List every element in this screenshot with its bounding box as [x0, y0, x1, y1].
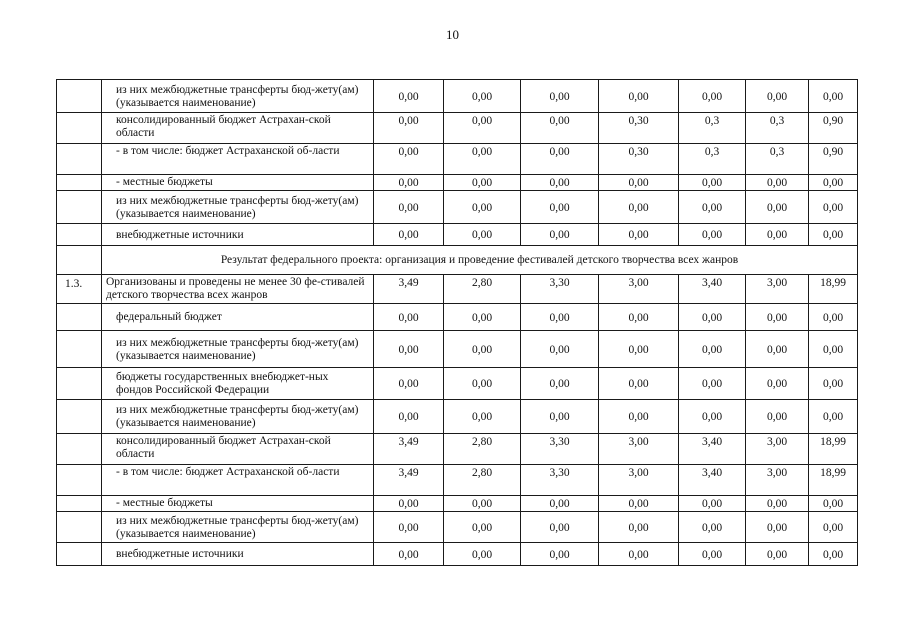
row-number [57, 400, 102, 434]
value-cell: 3,40 [679, 465, 746, 496]
value-cell: 0,30 [599, 113, 679, 144]
value-cell: 0,00 [444, 331, 521, 368]
value-cell: 3,00 [746, 275, 809, 304]
value-cell: 0,00 [521, 512, 599, 543]
row-label: - местные бюджеты [102, 175, 374, 191]
section-header-row [57, 246, 858, 275]
value-cell: 3,49 [374, 465, 444, 496]
table-row [57, 304, 858, 331]
value-cell: 0,00 [746, 175, 809, 191]
value-cell: 18,99 [809, 434, 858, 465]
value-cell: 2,80 [444, 465, 521, 496]
table-row [57, 496, 858, 512]
value-cell: 0,00 [746, 304, 809, 331]
row-label: бюджеты государственных внебюджет-ных фондов Российской Федерации [102, 368, 374, 400]
row-number [57, 434, 102, 465]
value-cell: 0,00 [444, 368, 521, 400]
row-label: - в том числе: бюджет Астраханской об-ласти [102, 144, 374, 175]
row-label: из них межбюджетные трансферты бюд-жету(ам) (указывается наименование) [102, 331, 374, 368]
value-cell: 0,00 [444, 191, 521, 224]
value-cell: 0,00 [599, 400, 679, 434]
value-cell: 0,00 [444, 175, 521, 191]
value-cell: 3,49 [374, 275, 444, 304]
value-cell: 0,00 [809, 331, 858, 368]
value-cell: 0,00 [746, 191, 809, 224]
row-number [57, 80, 102, 113]
value-cell: 0,00 [599, 175, 679, 191]
value-cell: 0,00 [521, 113, 599, 144]
value-cell: 0,00 [521, 224, 599, 246]
value-cell: 0,00 [374, 304, 444, 331]
value-cell: 3,00 [746, 434, 809, 465]
row-number [57, 496, 102, 512]
table-row [57, 175, 858, 191]
row-label: внебюджетные источники [102, 543, 374, 566]
value-cell: 0,00 [746, 400, 809, 434]
row-number [57, 465, 102, 496]
value-cell: 0,00 [599, 304, 679, 331]
row-number [57, 175, 102, 191]
table-row [57, 368, 858, 400]
table-row [57, 275, 858, 304]
table-row [57, 144, 858, 175]
value-cell: 0,00 [599, 80, 679, 113]
table-row [57, 543, 858, 566]
value-cell: 0,00 [444, 224, 521, 246]
value-cell: 0,00 [374, 496, 444, 512]
value-cell: 0,3 [746, 144, 809, 175]
value-cell: 0,00 [679, 331, 746, 368]
value-cell: 0,00 [374, 144, 444, 175]
value-cell: 0,00 [444, 113, 521, 144]
value-cell: 0,00 [374, 224, 444, 246]
value-cell: 0,00 [374, 512, 444, 543]
value-cell: 0,00 [746, 80, 809, 113]
value-cell: 3,30 [521, 275, 599, 304]
table-row [57, 191, 858, 224]
value-cell: 18,99 [809, 465, 858, 496]
row-number [57, 543, 102, 566]
value-cell: 0,00 [444, 543, 521, 566]
value-cell: 0,00 [746, 331, 809, 368]
value-cell: 18,99 [809, 275, 858, 304]
row-number [57, 368, 102, 400]
value-cell: 0,00 [746, 368, 809, 400]
row-label: из них межбюджетные трансферты бюд-жету(ам) (указывается наименование) [102, 80, 374, 113]
row-number [57, 191, 102, 224]
value-cell: 0,00 [444, 512, 521, 543]
value-cell: 0,00 [679, 175, 746, 191]
value-cell: 0,00 [444, 496, 521, 512]
value-cell: 0,00 [746, 543, 809, 566]
table-row [57, 465, 858, 496]
table-row [57, 512, 858, 543]
value-cell: 0,30 [599, 144, 679, 175]
value-cell: 3,40 [679, 434, 746, 465]
value-cell: 0,00 [679, 400, 746, 434]
value-cell: 0,00 [809, 543, 858, 566]
value-cell: 0,00 [521, 543, 599, 566]
row-label: федеральный бюджет [102, 304, 374, 331]
row-label: внебюджетные источники [102, 224, 374, 246]
value-cell: 3,49 [374, 434, 444, 465]
value-cell: 0,00 [599, 368, 679, 400]
value-cell: 3,00 [599, 465, 679, 496]
value-cell: 0,00 [809, 224, 858, 246]
value-cell: 3,40 [679, 275, 746, 304]
row-number [57, 331, 102, 368]
value-cell: 0,00 [521, 80, 599, 113]
value-cell: 0,00 [746, 496, 809, 512]
value-cell: 0,00 [374, 331, 444, 368]
value-cell: 3,00 [599, 275, 679, 304]
value-cell: 0,00 [809, 400, 858, 434]
value-cell: 0,3 [746, 113, 809, 144]
value-cell: 0,3 [679, 144, 746, 175]
value-cell: 0,00 [599, 512, 679, 543]
value-cell: 0,00 [521, 304, 599, 331]
section-title: Результат федерального проекта: организация и проведение фестивалей детского творчества всех жанров [102, 246, 858, 275]
value-cell: 3,30 [521, 434, 599, 465]
value-cell: 0,00 [679, 224, 746, 246]
value-cell: 0,00 [374, 191, 444, 224]
value-cell: 0,00 [599, 496, 679, 512]
value-cell: 0,00 [521, 144, 599, 175]
value-cell: 3,00 [746, 465, 809, 496]
table-row [57, 224, 858, 246]
row-label: из них межбюджетные трансферты бюд-жету(ам) (указывается наименование) [102, 512, 374, 543]
value-cell: 0,00 [679, 191, 746, 224]
value-cell: 0,00 [444, 80, 521, 113]
value-cell: 2,80 [444, 434, 521, 465]
value-cell: 0,00 [599, 543, 679, 566]
row-number [57, 113, 102, 144]
value-cell: 0,00 [679, 496, 746, 512]
row-label: - местные бюджеты [102, 496, 374, 512]
value-cell: 0,00 [679, 543, 746, 566]
value-cell: 0,00 [599, 224, 679, 246]
value-cell: 0,00 [809, 496, 858, 512]
row-number [57, 144, 102, 175]
table-row [57, 434, 858, 465]
value-cell: 0,00 [444, 400, 521, 434]
value-cell: 0,00 [374, 543, 444, 566]
row-number: 1.3. [57, 275, 102, 304]
table-body [57, 80, 858, 566]
value-cell: 0,00 [521, 496, 599, 512]
value-cell: 3,00 [599, 434, 679, 465]
value-cell: 0,00 [599, 191, 679, 224]
value-cell: 0,00 [679, 368, 746, 400]
value-cell: 0,00 [599, 331, 679, 368]
row-label: из них межбюджетные трансферты бюд-жету(ам) (указывается наименование) [102, 400, 374, 434]
value-cell: 0,00 [746, 224, 809, 246]
value-cell: 0,00 [374, 368, 444, 400]
value-cell: 0,00 [521, 400, 599, 434]
row-number [57, 304, 102, 331]
value-cell: 0,00 [444, 304, 521, 331]
row-number [57, 512, 102, 543]
value-cell: 0,00 [521, 331, 599, 368]
value-cell: 0,00 [809, 80, 858, 113]
value-cell: 0,00 [374, 80, 444, 113]
table-row [57, 113, 858, 144]
value-cell: 0,00 [809, 175, 858, 191]
value-cell: 0,00 [809, 304, 858, 331]
value-cell: 0,00 [521, 175, 599, 191]
row-label: из них межбюджетные трансферты бюд-жету(ам) (указывается наименование) [102, 191, 374, 224]
value-cell: 0,90 [809, 113, 858, 144]
value-cell: 3,30 [521, 465, 599, 496]
value-cell: 2,80 [444, 275, 521, 304]
value-cell: 0,00 [374, 113, 444, 144]
row-label: - в том числе: бюджет Астраханской об-ласти [102, 465, 374, 496]
value-cell: 0,00 [809, 512, 858, 543]
value-cell: 0,00 [444, 144, 521, 175]
value-cell: 0,00 [374, 175, 444, 191]
value-cell: 0,00 [521, 368, 599, 400]
value-cell: 0,00 [374, 400, 444, 434]
table-row [57, 400, 858, 434]
table-row [57, 331, 858, 368]
row-label: консолидированный бюджет Астрахан-ской области [102, 113, 374, 144]
value-cell: 0,00 [809, 191, 858, 224]
value-cell: 0,00 [679, 512, 746, 543]
budget-table [56, 79, 858, 566]
page-number: 10 [446, 27, 459, 42]
value-cell: 0,00 [809, 368, 858, 400]
value-cell: 0,90 [809, 144, 858, 175]
value-cell: 0,3 [679, 113, 746, 144]
value-cell: 0,00 [521, 191, 599, 224]
table-row [57, 80, 858, 113]
value-cell: 0,00 [679, 80, 746, 113]
value-cell: 0,00 [679, 304, 746, 331]
row-label: Организованы и проведены не менее 30 фе-стивалей детского творчества всех жанров [102, 275, 374, 304]
section-number-cell [57, 246, 102, 275]
row-number [57, 224, 102, 246]
value-cell: 0,00 [746, 512, 809, 543]
row-label: консолидированный бюджет Астрахан-ской области [102, 434, 374, 465]
